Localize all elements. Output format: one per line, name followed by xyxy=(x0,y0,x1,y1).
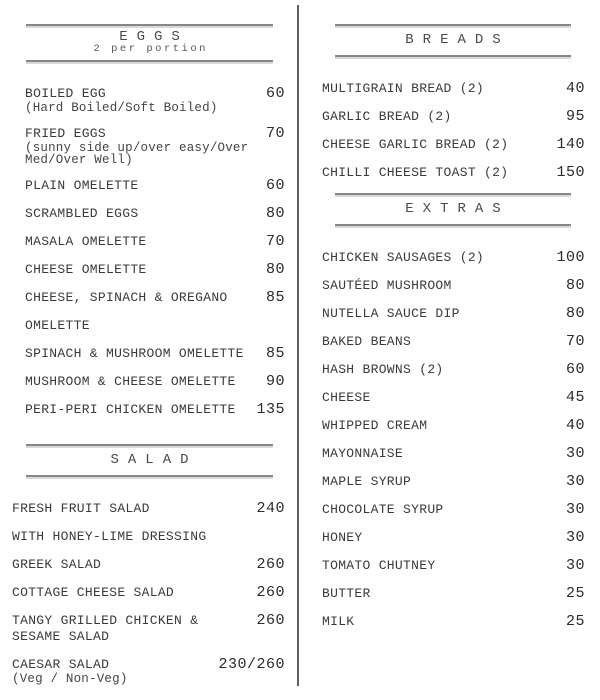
item-price: 40 xyxy=(565,80,585,97)
item-text xyxy=(25,318,285,334)
item-name: SAUTÉED MUSHROOM xyxy=(322,278,452,293)
menu-item-row xyxy=(300,109,600,125)
item-text xyxy=(322,614,560,630)
menu-item-row xyxy=(300,278,600,294)
menu-item-row xyxy=(300,137,600,153)
item-price: 45 xyxy=(565,389,585,406)
section-rule-bottom xyxy=(26,60,273,62)
item-name: CHEESE xyxy=(322,390,371,405)
menu-item-row xyxy=(300,334,600,350)
section-rule-bottom xyxy=(335,55,571,57)
section-items xyxy=(0,86,297,418)
item-name: OMELETTE xyxy=(25,318,90,333)
menu-item-row xyxy=(0,402,297,418)
item-price: 80 xyxy=(565,305,585,322)
menu-item-row xyxy=(300,558,600,574)
item-text xyxy=(322,137,550,153)
item-price: 100 xyxy=(556,249,585,266)
menu-item-row xyxy=(0,529,297,545)
menu-item-row xyxy=(0,234,297,250)
menu-item-row xyxy=(300,586,600,602)
item-name: WITH HONEY-LIME DRESSING xyxy=(12,529,207,544)
menu-item-row xyxy=(0,206,297,222)
menu-section-salad xyxy=(0,444,297,685)
item-price: 70 xyxy=(265,125,285,142)
menu-section-eggs xyxy=(0,24,297,418)
menu-item-row xyxy=(0,501,297,517)
menu-item-row xyxy=(0,126,297,166)
section-items xyxy=(300,250,600,630)
item-price: 85 xyxy=(265,345,285,362)
item-text xyxy=(12,613,250,645)
item-name: PLAIN OMELETTE xyxy=(25,178,139,193)
item-name: SESAME SALAD xyxy=(12,629,110,644)
item-text xyxy=(322,362,560,378)
section-header xyxy=(335,193,571,226)
item-text xyxy=(322,586,560,602)
item-name: COTTAGE CHEESE SALAD xyxy=(12,585,175,600)
item-name: BOILED EGG xyxy=(25,86,107,101)
item-description: (sunny side up/over easy/Over xyxy=(25,141,249,155)
section-items xyxy=(0,501,297,685)
item-name: NUTELLA SAUCE DIP xyxy=(322,306,460,321)
item-name: MASALA OMELETTE xyxy=(25,234,147,249)
item-text xyxy=(322,558,560,574)
item-text xyxy=(322,390,560,406)
item-name: SPINACH & MUSHROOM OMELETTE xyxy=(25,346,244,361)
menu-item-row xyxy=(300,165,600,181)
item-name: CHOCOLATE SYRUP xyxy=(322,502,444,517)
item-price: 30 xyxy=(565,501,585,518)
item-name: MULTIGRAIN BREAD (2) xyxy=(322,81,485,96)
item-text xyxy=(25,86,260,114)
section-title: BREADS xyxy=(405,32,510,48)
item-text xyxy=(322,250,550,266)
item-name: GREEK SALAD xyxy=(12,557,102,572)
menu-item-row xyxy=(300,530,600,546)
menu-item-row xyxy=(300,614,600,630)
menu-item-row xyxy=(300,306,600,322)
item-name: SCRAMBLED EGGS xyxy=(25,206,139,221)
item-name: TOMATO CHUTNEY xyxy=(322,558,436,573)
menu-item-row xyxy=(0,262,297,278)
item-name: CHEESE OMELETTE xyxy=(25,262,147,277)
item-text xyxy=(322,81,560,97)
item-price: 30 xyxy=(565,445,585,462)
menu-section-breads xyxy=(300,24,600,181)
item-text xyxy=(322,530,560,546)
item-name: HONEY xyxy=(322,530,363,545)
menu-item-row xyxy=(300,418,600,434)
item-text xyxy=(12,585,250,601)
item-description: Med/Over Well) xyxy=(25,153,133,167)
item-price: 80 xyxy=(565,277,585,294)
item-text xyxy=(322,474,560,490)
item-name: HASH BROWNS (2) xyxy=(322,362,444,377)
menu-item-row xyxy=(300,390,600,406)
menu-item-row xyxy=(0,374,297,390)
item-name: PERI-PERI CHICKEN OMELETTE xyxy=(25,402,236,417)
section-items xyxy=(300,81,600,181)
item-name: WHIPPED CREAM xyxy=(322,418,428,433)
item-price: 260 xyxy=(256,556,285,573)
menu-item-row xyxy=(0,346,297,362)
menu-column-left xyxy=(0,0,297,697)
item-text xyxy=(25,126,260,166)
item-price: 230/260 xyxy=(218,656,285,673)
menu-item-row xyxy=(300,446,600,462)
menu-section-extras xyxy=(300,193,600,630)
item-name: BUTTER xyxy=(322,586,371,601)
item-name: MAPLE SYRUP xyxy=(322,474,412,489)
item-price: 30 xyxy=(565,473,585,490)
section-title: EGGS xyxy=(119,29,189,45)
menu-item-row xyxy=(300,250,600,266)
item-text xyxy=(25,206,260,222)
item-price: 90 xyxy=(265,373,285,390)
item-text xyxy=(12,529,285,545)
item-name: CHEESE GARLIC BREAD (2) xyxy=(322,137,509,152)
menu-item-row xyxy=(300,474,600,490)
section-rule-bottom xyxy=(335,224,571,226)
item-text xyxy=(322,306,560,322)
item-price: 140 xyxy=(556,136,585,153)
item-price: 70 xyxy=(265,233,285,250)
item-price: 260 xyxy=(256,584,285,601)
item-text xyxy=(322,334,560,350)
section-title: EXTRAS xyxy=(405,201,510,217)
column-divider xyxy=(297,5,299,686)
item-price: 150 xyxy=(556,164,585,181)
menu-item-row xyxy=(0,557,297,573)
item-price: 240 xyxy=(256,500,285,517)
item-name: MILK xyxy=(322,614,355,629)
item-text xyxy=(322,109,560,125)
item-text xyxy=(322,278,560,294)
item-price: 85 xyxy=(265,289,285,306)
menu-item-row xyxy=(300,81,600,97)
item-price: 25 xyxy=(565,613,585,630)
menu-item-row xyxy=(0,613,297,645)
menu-column-right xyxy=(300,0,600,642)
item-description: (Hard Boiled/Soft Boiled) xyxy=(25,101,218,115)
item-name: CAESAR SALAD xyxy=(12,657,110,672)
item-price: 40 xyxy=(565,417,585,434)
item-text xyxy=(25,402,250,418)
item-text xyxy=(322,446,560,462)
item-price: 70 xyxy=(565,333,585,350)
item-text xyxy=(12,657,212,685)
menu-item-row xyxy=(0,290,297,306)
item-name: CHILLI CHEESE TOAST (2) xyxy=(322,165,509,180)
item-text xyxy=(322,418,560,434)
item-name: FRESH FRUIT SALAD xyxy=(12,501,150,516)
item-text xyxy=(25,346,260,362)
item-text xyxy=(25,374,260,390)
item-name: BAKED BEANS xyxy=(322,334,412,349)
item-price: 260 xyxy=(256,612,285,629)
section-subtitle: 2 per portion xyxy=(93,43,208,55)
section-header xyxy=(26,444,273,477)
menu-item-row xyxy=(0,318,297,334)
item-name: FRIED EGGS xyxy=(25,126,107,141)
item-text xyxy=(322,502,560,518)
item-text xyxy=(25,290,260,306)
item-name: GARLIC BREAD (2) xyxy=(322,109,452,124)
item-name: CHICKEN SAUSAGES (2) xyxy=(322,250,485,265)
item-name: MAYONNAISE xyxy=(322,446,404,461)
menu-item-row xyxy=(300,362,600,378)
item-price: 30 xyxy=(565,529,585,546)
item-price: 60 xyxy=(265,85,285,102)
item-price: 60 xyxy=(265,177,285,194)
menu-item-row xyxy=(0,86,297,114)
section-rule-bottom xyxy=(26,475,273,477)
item-name: MUSHROOM & CHEESE OMELETTE xyxy=(25,374,236,389)
item-description: (Veg / Non-Veg) xyxy=(12,672,128,686)
item-price: 135 xyxy=(256,401,285,418)
item-price: 25 xyxy=(565,585,585,602)
section-title: SALAD xyxy=(110,452,198,468)
menu-item-row xyxy=(0,657,297,685)
item-text xyxy=(25,234,260,250)
item-text xyxy=(322,165,550,181)
item-price: 95 xyxy=(565,108,585,125)
item-text xyxy=(25,178,260,194)
item-price: 80 xyxy=(265,261,285,278)
item-text xyxy=(12,557,250,573)
section-header xyxy=(335,24,571,57)
menu-item-row xyxy=(300,502,600,518)
menu-item-row xyxy=(0,178,297,194)
item-name: TANGY GRILLED CHICKEN & xyxy=(12,613,199,628)
item-price: 60 xyxy=(565,361,585,378)
item-price: 80 xyxy=(265,205,285,222)
item-text xyxy=(25,262,260,278)
section-header xyxy=(26,24,273,62)
item-name: CHEESE, SPINACH & OREGANO xyxy=(25,290,228,305)
item-price: 30 xyxy=(565,557,585,574)
item-text xyxy=(12,501,250,517)
menu-item-row xyxy=(0,585,297,601)
